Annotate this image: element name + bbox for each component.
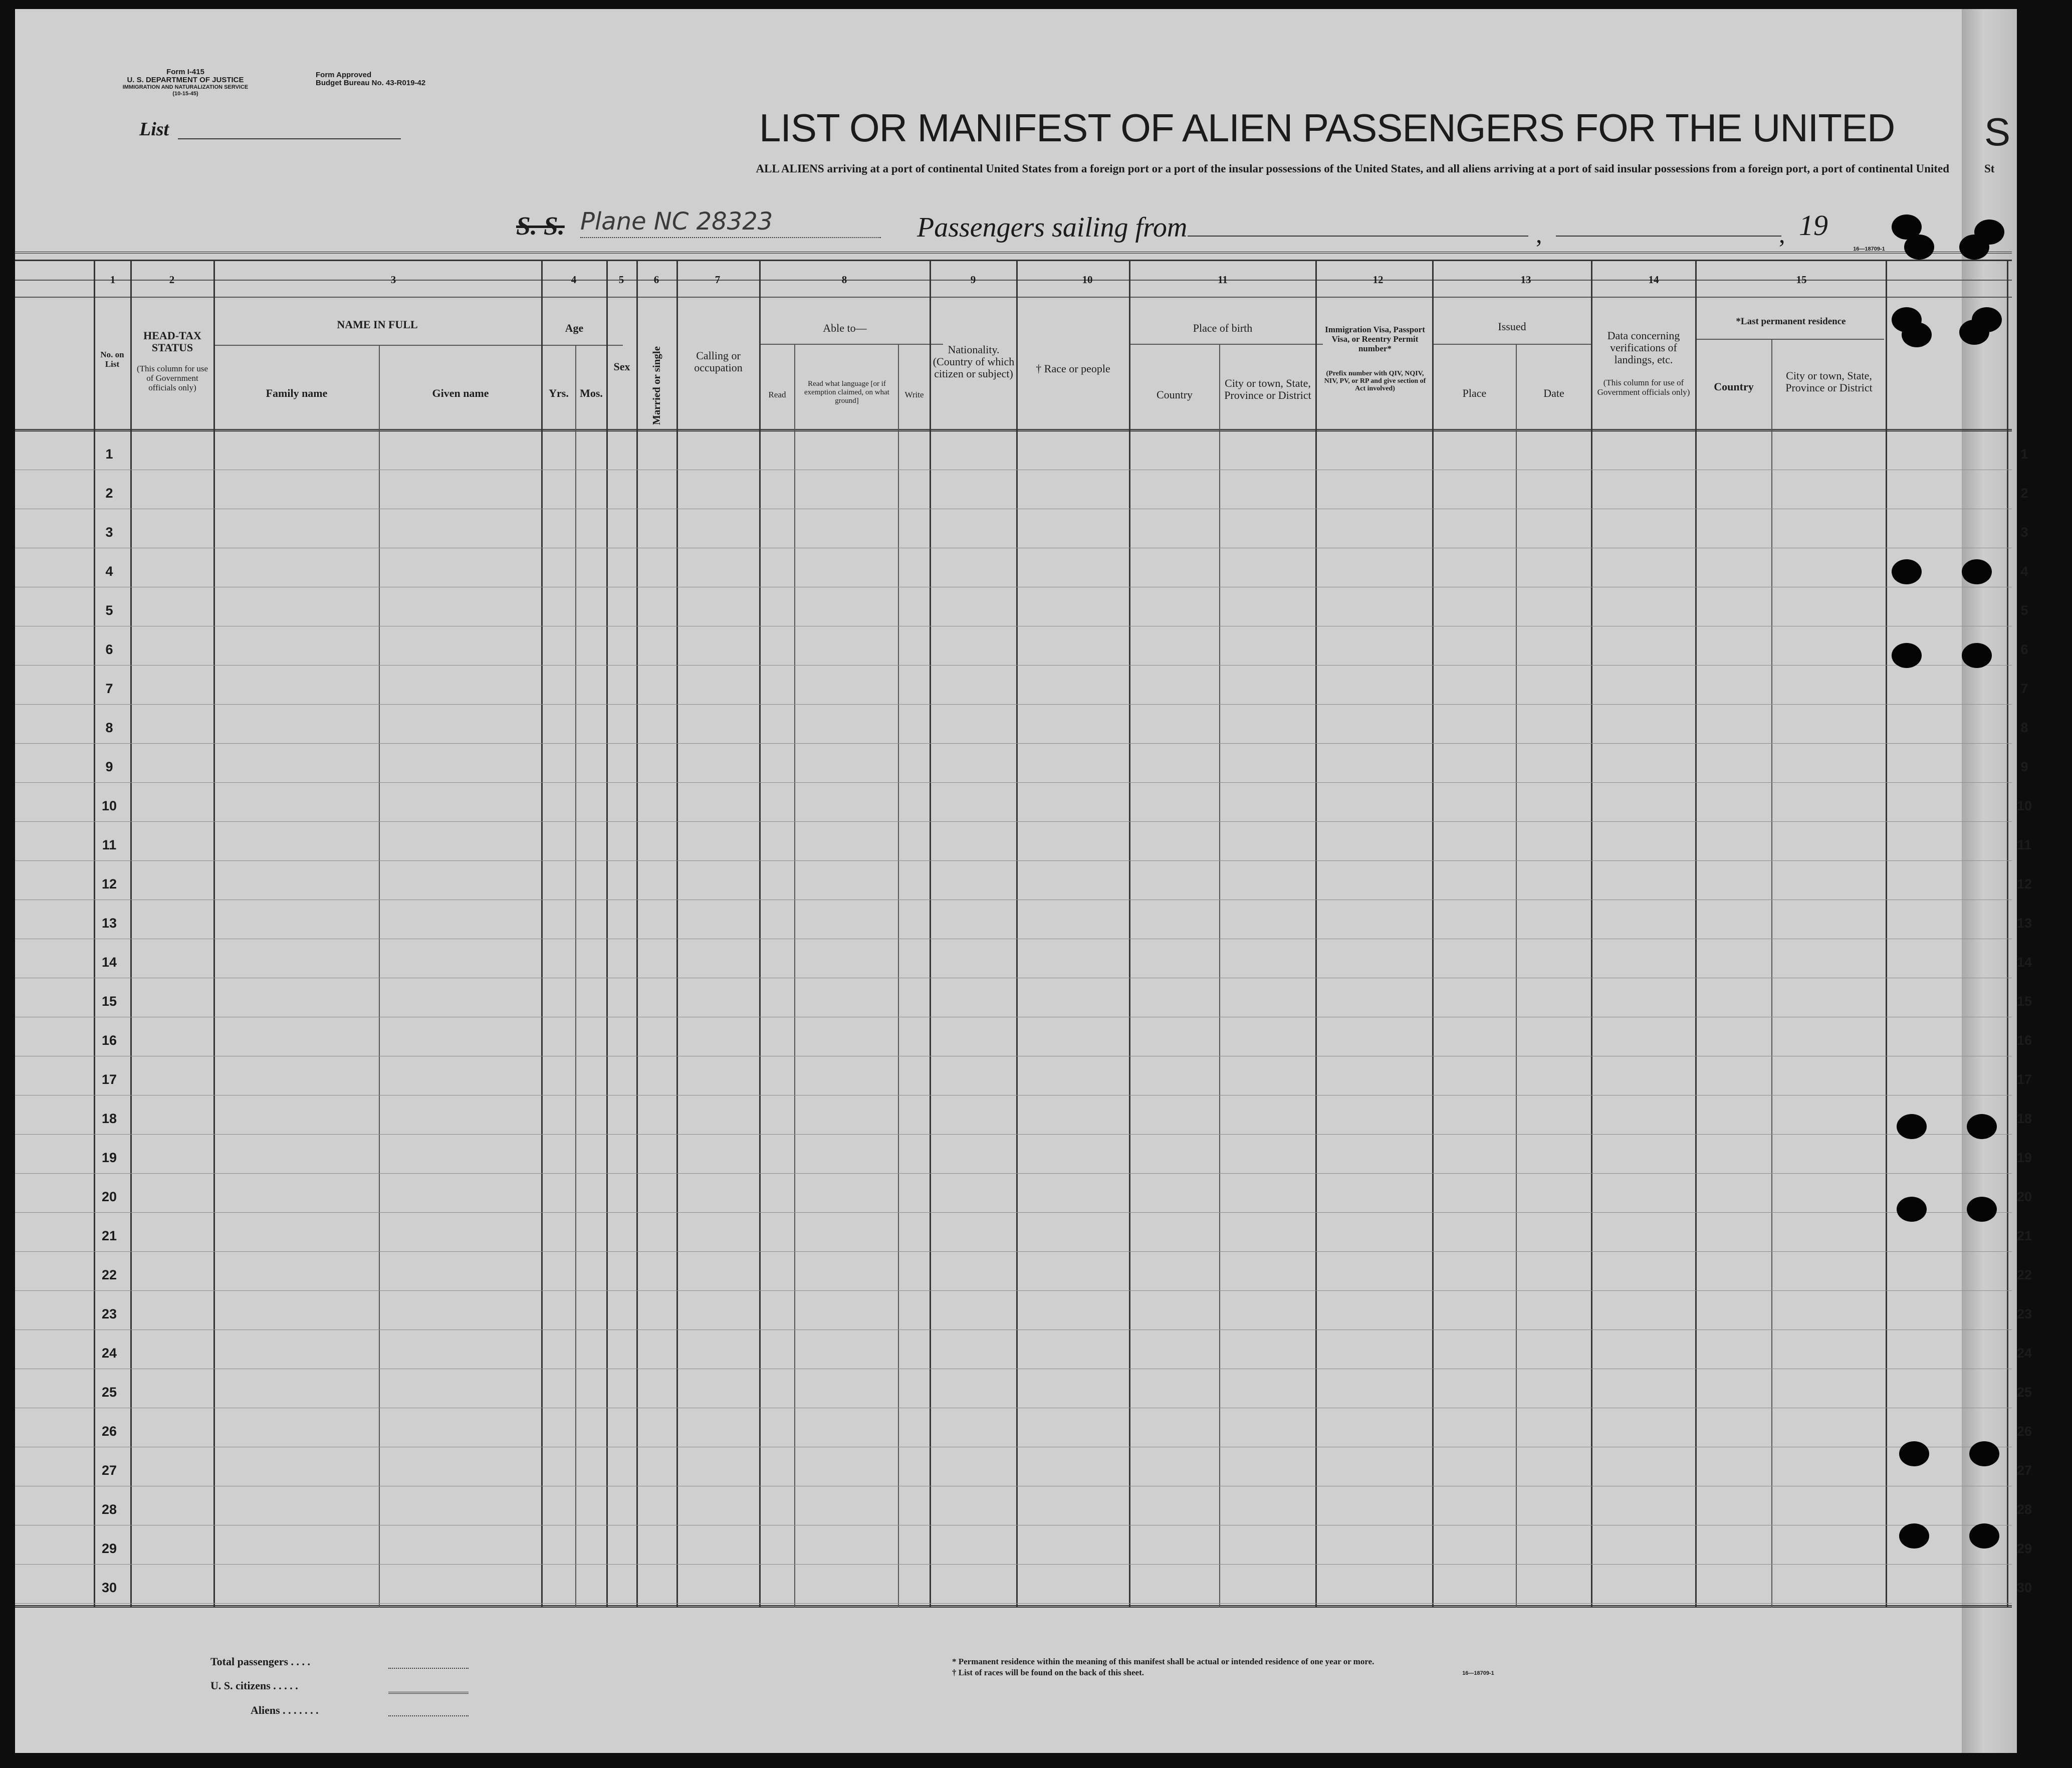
form-date: (10-15-45) [172, 91, 198, 97]
table-row[interactable] [15, 1526, 2012, 1565]
row-number-right: 13 [2016, 916, 2032, 931]
row-number-right: 20 [2016, 1189, 2032, 1204]
sailing-date-field[interactable] [1556, 236, 1781, 237]
colnum-5: 5 [618, 274, 624, 286]
hdr-head-tax-note: (This column for use of Government officials only) [136, 364, 208, 392]
form-agency: U. S. DEPARTMENT OF JUSTICE [127, 76, 244, 84]
colnum-3: 3 [390, 274, 396, 286]
hdr-yrs: Yrs. [549, 387, 569, 399]
aliens-field[interactable] [388, 1715, 469, 1716]
row-number: 6 [105, 642, 113, 657]
table-top-rule [15, 252, 2012, 254]
vessel-name[interactable]: Plane NC 28323 [580, 207, 773, 236]
able-sub-rule [760, 344, 943, 345]
colnum-9: 9 [970, 274, 976, 286]
row-number: 26 [101, 1424, 117, 1439]
hdr-sex: Sex [613, 360, 630, 373]
row-number-right: 26 [2016, 1424, 2032, 1439]
hdr-visa: Immigration Visa, Passport Visa, or Reentry Permit number* [1325, 325, 1425, 353]
row-number: 25 [101, 1385, 117, 1400]
name-sub-rule [214, 345, 623, 346]
colnum-11: 11 [1218, 274, 1228, 286]
row-number: 13 [101, 916, 117, 931]
hdr-write: Write [904, 390, 924, 399]
row-number-right: 16 [2016, 1033, 2032, 1048]
row-number: 24 [101, 1346, 117, 1361]
form-approved: Form Approved [316, 71, 372, 79]
row-number-right: 10 [2016, 798, 2032, 813]
row-number: 20 [101, 1189, 117, 1204]
colnum-6: 6 [653, 274, 659, 286]
row-number-right: 18 [2016, 1111, 2032, 1126]
binder-hole [1904, 235, 1934, 260]
colnum-8: 8 [841, 274, 847, 286]
row-number: 22 [101, 1267, 117, 1282]
row-number: 8 [105, 720, 113, 735]
manifest-sheet [15, 9, 2032, 1753]
next-page-sub-fragment: St [1984, 162, 1995, 175]
row-number-right: 8 [2020, 720, 2028, 735]
hdr-mos: Mos. [580, 387, 603, 399]
row-number-right: 1 [2020, 447, 2028, 462]
table-row[interactable] [15, 1291, 2012, 1330]
hdr-data-note: (This column for use of Government officials only) [1597, 378, 1690, 397]
binder-hole [1969, 1441, 1999, 1466]
colnum-10: 10 [1082, 274, 1093, 286]
next-page-title-fragment: S [1984, 110, 2011, 154]
row-number-right: 9 [2020, 759, 2028, 774]
binder-hole [1974, 219, 2004, 245]
hdr-married: Married or single [650, 346, 662, 425]
footnote-residence: * Permanent residence within the meaning of this manifest shall be actual or intended residence of one year or more. [952, 1657, 1374, 1666]
binder-hole [1967, 1114, 1997, 1139]
hdr-head-tax: HEAD-TAX STATUS [143, 329, 201, 354]
table-row[interactable] [15, 1448, 2012, 1486]
colnum-14: 14 [1648, 274, 1659, 286]
manifest-subtitle: ALL ALIENS arriving at a port of continental United States from a foreign port or a port of the insular possessions of the United States, and all aliens arriving at a port of said insular possessions from a foreign port, a port of continental United [756, 162, 1949, 175]
table-row[interactable] [15, 1135, 2012, 1174]
table-row[interactable] [15, 979, 2012, 1017]
footer-print-code: 16—18709-1 [1462, 1670, 1494, 1676]
hdr-no-on-list: No. on List [100, 350, 124, 369]
hdr-read-what: Read what language [or if exemption claimed, on what ground] [804, 380, 889, 405]
colnum-4: 4 [571, 274, 577, 286]
row-number: 2 [105, 486, 113, 501]
row-number: 12 [101, 876, 117, 892]
row-number-right: 30 [2016, 1580, 2032, 1595]
row-number: 21 [101, 1228, 117, 1243]
table-top-rule-2 [15, 260, 2012, 261]
row-number-right: 29 [2016, 1541, 2032, 1556]
hdr-given-name: Given name [432, 387, 489, 399]
row-number-right: 17 [2016, 1072, 2032, 1087]
colnum-13: 13 [1520, 274, 1531, 286]
issued-sub-rule [1433, 344, 1591, 345]
binder-hole [1897, 1114, 1927, 1139]
row-number-right: 6 [2020, 642, 2028, 657]
colnum-15: 15 [1796, 274, 1807, 286]
row-number: 19 [101, 1150, 117, 1165]
table-row[interactable] [15, 705, 2012, 744]
sailing-port-field[interactable] [1188, 236, 1528, 237]
form-service: IMMIGRATION AND NATURALIZATION SERVICE [122, 84, 249, 90]
row-number-right: 7 [2020, 681, 2028, 696]
row-number-right: 4 [2020, 564, 2028, 579]
table-row[interactable] [15, 1096, 2012, 1135]
row-number-right: 11 [2017, 837, 2032, 852]
row-number: 3 [105, 525, 113, 540]
sailing-label: Passengers sailing from [917, 212, 1188, 243]
birth-sub-rule [1130, 344, 1323, 345]
hdr-visa-note: (Prefix number with QIV, NQIV, NIV, PV, or RP and give section of Act involved) [1324, 370, 1426, 392]
header-top-rule [15, 297, 2012, 298]
row-number: 16 [101, 1033, 117, 1048]
row-number-right: 23 [2016, 1306, 2032, 1321]
table-row[interactable] [15, 783, 2012, 822]
row-number-right: 25 [2016, 1385, 2032, 1400]
colnum-1: 1 [110, 274, 116, 286]
row-number-right: 27 [2016, 1463, 2032, 1478]
row-number-right: 3 [2020, 525, 2028, 540]
binder-hole [1897, 1197, 1927, 1222]
row-number: 9 [105, 759, 113, 774]
table-row[interactable] [15, 1018, 2012, 1056]
residence-sub-rule [1696, 339, 1884, 340]
hdr-res-country: Country [1714, 380, 1754, 393]
row-number: 28 [101, 1502, 117, 1517]
row-number-right: 14 [2016, 955, 2032, 970]
binder-hole [1902, 322, 1932, 347]
table-row[interactable] [15, 1370, 2012, 1408]
row-number: 30 [101, 1580, 117, 1595]
binder-hole [1959, 320, 1989, 345]
table-row[interactable] [15, 510, 2012, 548]
hdr-able-to: Able to— [823, 322, 867, 334]
row-number: 27 [101, 1463, 117, 1478]
year-prefix: 19 [1799, 209, 1828, 242]
row-number-right: 28 [2016, 1502, 2032, 1517]
column-number-rule [15, 280, 2012, 281]
binder-hole [1899, 1523, 1929, 1549]
row-number-right: 19 [2016, 1150, 2032, 1165]
binder-hole [1892, 643, 1922, 668]
hdr-name-in-full: NAME IN FULL [337, 318, 418, 331]
row-number: 5 [105, 603, 113, 618]
hdr-nationality: Nationality. (Country of which citizen or subject) [933, 343, 1015, 380]
table-row[interactable] [15, 940, 2012, 978]
total-passengers-field[interactable] [388, 1668, 469, 1669]
row-number-right: 24 [2016, 1346, 2032, 1361]
vessel-underline [580, 237, 881, 238]
row-number: 17 [101, 1072, 117, 1087]
hdr-age: Age [565, 322, 584, 334]
table-row[interactable] [15, 1331, 2012, 1369]
table-row[interactable] [15, 431, 2012, 470]
total-passengers-label: Total passengers . . . . [210, 1655, 311, 1668]
row-number: 23 [101, 1306, 117, 1321]
binder-hole [1962, 643, 1992, 668]
table-row[interactable] [15, 1174, 2012, 1213]
hdr-date: Date [1543, 387, 1564, 399]
table-row[interactable] [15, 1565, 2012, 1604]
table-row[interactable] [15, 471, 2012, 509]
aliens-label: Aliens . . . . . . . [251, 1704, 319, 1716]
binder-hole [1969, 1523, 1999, 1549]
budget-bureau: Budget Bureau No. 43-R019-42 [316, 79, 426, 87]
list-label: List [139, 119, 169, 140]
row-number: 7 [105, 681, 113, 696]
us-citizens-label: U. S. citizens . . . . . [210, 1679, 298, 1692]
table-row[interactable] [15, 744, 2012, 783]
manifest-title: LIST OR MANIFEST OF ALIEN PASSENGERS FOR THE UNITED [759, 106, 1895, 150]
row-number: 29 [101, 1541, 117, 1556]
hdr-issued: Issued [1498, 320, 1526, 333]
table-row[interactable] [15, 1252, 2012, 1291]
table-row[interactable] [15, 861, 2012, 900]
table-row[interactable] [15, 1409, 2012, 1447]
table-row[interactable] [15, 1487, 2012, 1525]
hdr-res-city: City or town, State, Province or District [1785, 369, 1873, 394]
row-number-right: 5 [2020, 603, 2028, 618]
print-code: 16—18709-1 [1853, 246, 1885, 252]
list-number-field[interactable] [178, 138, 401, 139]
table-row[interactable] [15, 901, 2012, 939]
comma: , [1536, 220, 1542, 248]
us-citizens-field[interactable] [388, 1692, 469, 1694]
row-number-right: 15 [2016, 994, 2032, 1009]
hdr-country: Country [1156, 388, 1193, 401]
row-number: 14 [101, 955, 117, 970]
binder-hole [1892, 559, 1922, 584]
table-bottom-rule [15, 1605, 2012, 1608]
row-number: 10 [101, 798, 117, 813]
binder-hole [1962, 559, 1992, 584]
hdr-place: Place [1462, 387, 1487, 399]
binder-hole [1967, 1197, 1997, 1222]
row-number: 18 [101, 1111, 117, 1126]
hdr-last-residence: *Last permanent residence [1736, 316, 1846, 327]
row-number: 15 [101, 994, 117, 1009]
hdr-city: City or town, State, Province or District [1224, 377, 1311, 401]
hdr-calling: Calling or occupation [694, 349, 743, 374]
comma-2: , [1779, 220, 1785, 248]
hdr-family-name: Family name [266, 387, 328, 399]
row-number-right: 22 [2016, 1267, 2032, 1282]
table-row[interactable] [15, 666, 2012, 705]
table-row[interactable] [15, 588, 2012, 626]
row-number: 4 [105, 564, 113, 579]
binder-hole [1899, 1441, 1929, 1466]
row-number-right: 12 [2016, 876, 2032, 892]
hdr-place-of-birth: Place of birth [1193, 322, 1253, 334]
hdr-data-concerning: Data concerning verifications of landings, etc. [1607, 329, 1680, 366]
ss-label: S. S. [516, 212, 565, 241]
table-row[interactable] [15, 627, 2012, 666]
row-number-right: 21 [2016, 1228, 2032, 1243]
table-row[interactable] [15, 822, 2012, 861]
colnum-2: 2 [169, 274, 175, 286]
table-row[interactable] [15, 1057, 2012, 1095]
row-number-right: 2 [2020, 486, 2028, 501]
hdr-read: Read [768, 390, 786, 399]
colnum-12: 12 [1372, 274, 1384, 286]
table-row[interactable] [15, 1213, 2012, 1252]
row-number: 11 [102, 837, 117, 852]
colnum-7: 7 [715, 274, 721, 286]
hdr-race: † Race or people [1036, 362, 1110, 375]
table-row[interactable] [15, 549, 2012, 587]
form-number: Form I-415 [166, 68, 204, 76]
row-number: 1 [105, 447, 113, 462]
footnote-races: † List of races will be found on the back of this sheet. [952, 1668, 1144, 1677]
